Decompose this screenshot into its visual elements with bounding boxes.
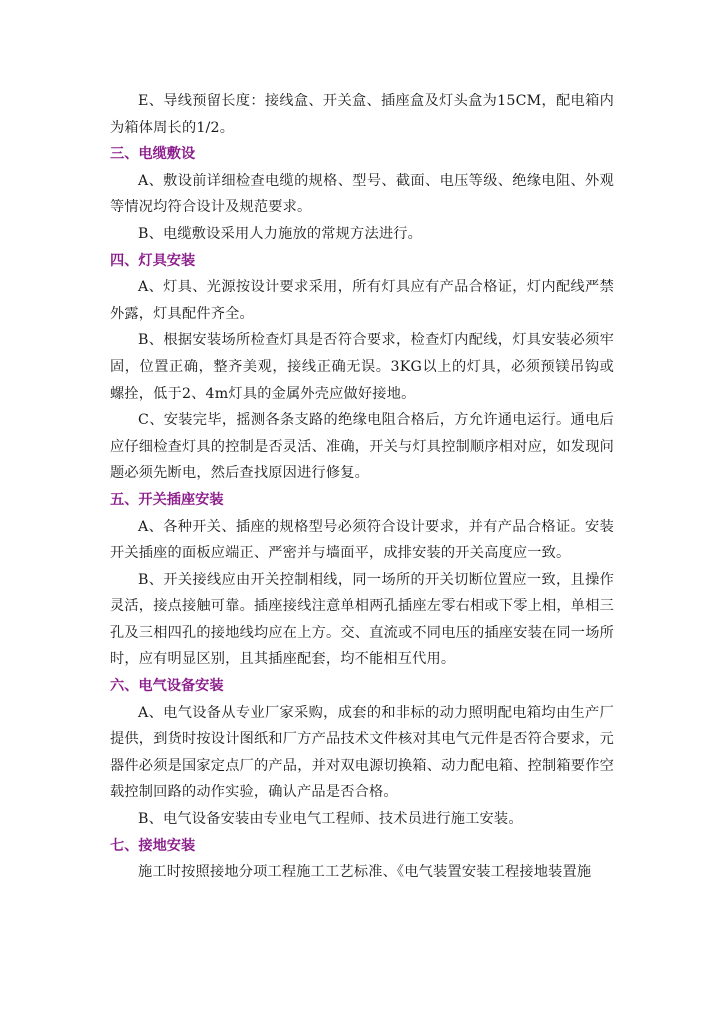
paragraph-cable-b: B、电缆敷设采用人力施放的常规方法进行。 [138,225,422,242]
paragraph-switch-a: A、各种开关、插座的规格型号必须符合设计要求，并有产品合格证。安装开关插座的面板应端正、严密并与墙面平，成排安装的开关高度应一致。 [110,518,614,562]
heading-lighting-install: 四、灯具安装 [110,252,196,269]
paragraph-lighting-a: A、灯具、光源按设计要求采用，所有灯具应有产品合格证，灯内配线严禁外露，灯具配件齐全。 [110,279,614,322]
paragraph-equipment-a: A、电气设备从专业厂家采购，成套的和非标的动力照明配电箱均由生产厂提供，到货时按设计图纸和厂方产品技术文件核对其电气元件是否符合要求，元器件必须是国家定点厂的产品，并对双电源切换箱、动力配电箱、控制箱要作空载控制回路的动作实验，确认产品是否合格。 [110,704,614,801]
heading-equipment-install: 六、电气设备安装 [110,678,224,695]
paragraph-switch-b: B、开关接线应由开关控制相线，同一场所的开关切断位置应一致，且操作灵活，接点接触可靠。插座接线注意单相两孔插座左零右相或下零上相，单相三孔及三相四孔的接地线均应在上方。交、直流或不同电压的插座安装在同一场所时，应有明显区别，且其插座配套，均不能相互代用。 [110,571,614,668]
heading-switch-socket: 五、开关插座安装 [110,491,224,508]
paragraph-lighting-b: B、根据安装场所检查灯具是否符合要求，检查灯内配线，灯具安装必须牢固，位置正确，整齐美观，接线正确无误。3KG以上的灯具，必须预镁吊钩或螺拴，低于2、4m灯具的金属外壳应做好接地。 [110,332,614,402]
document-page [110,88,614,886]
paragraph-grounding: 施工时按照接地分项工程施工工艺标准、《电气装置安装工程接地装置施 [138,864,592,881]
paragraph-cable-a: A、敷设前详细检查电缆的规格、型号、截面、电压等级、绝缘电阻、外观等情况均符合设计及规范要求。 [110,172,614,216]
heading-grounding-install: 七、接地安装 [110,837,196,854]
paragraph-equipment-b: B、电气设备安装由专业电气工程师、技术员进行施工安装。 [138,811,523,828]
paragraph-wire-reserve: E、导线预留长度：接线盒、开关盒、插座盒及灯头盒为15CM，配电箱内为箱体周长的1/2。 [110,93,614,136]
paragraph-lighting-c: C、安装完毕，摇测各条支路的绝缘电阻合格后，方允许通电运行。通电后应仔细检查灯具的控制是否灵活、准确，开关与灯具控制顺序相对应，如发现问题必须先断电，然后查找原因进行修复。 [110,412,614,482]
heading-cable-laying: 三、电缆敷设 [110,146,196,163]
